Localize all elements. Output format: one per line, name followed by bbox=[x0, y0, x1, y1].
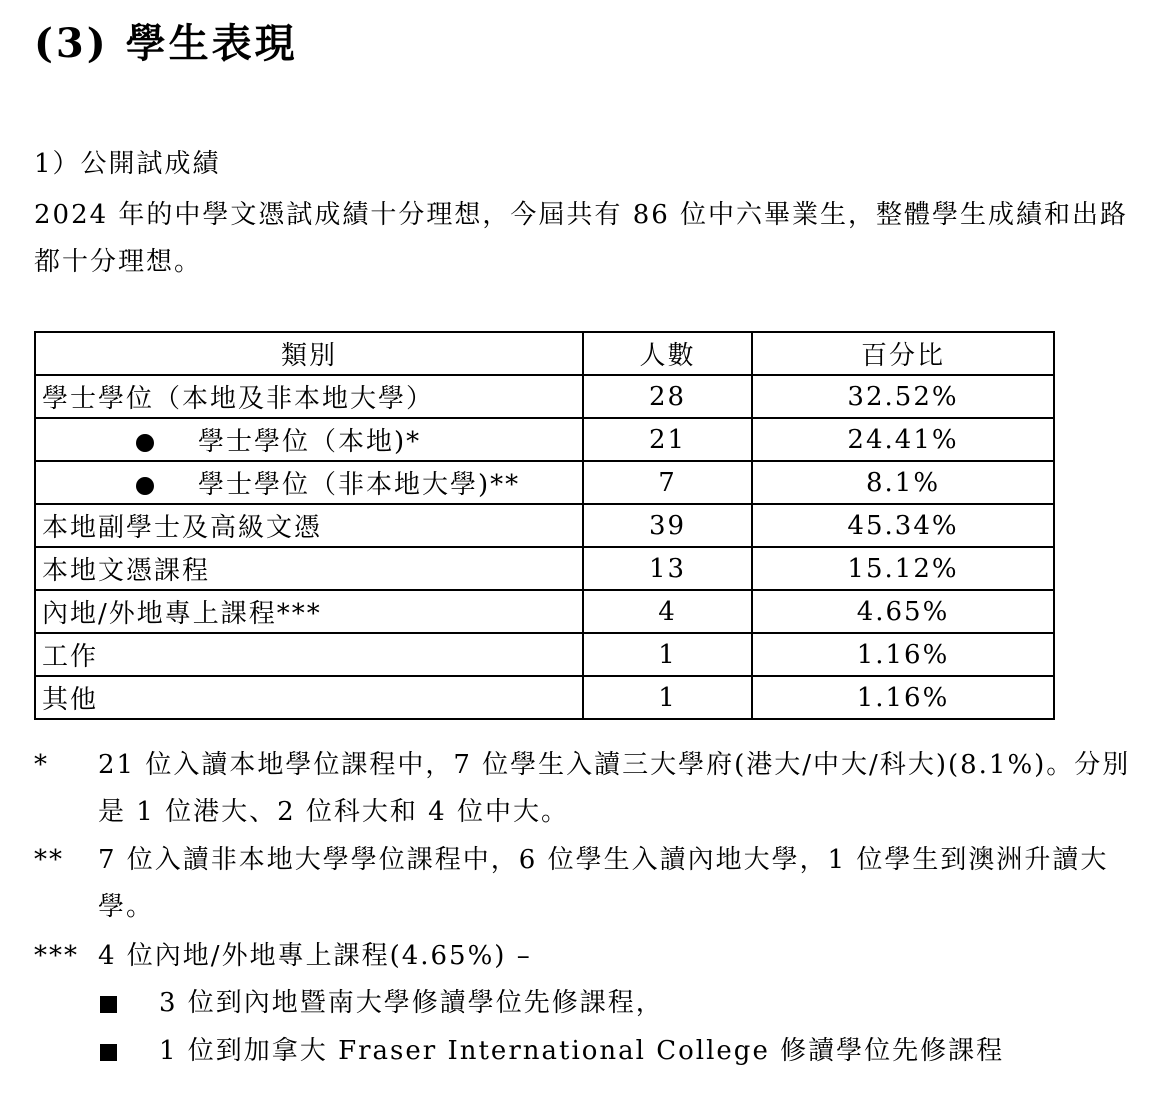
footnote-single-star bbox=[34, 742, 1144, 836]
footnote-text: 4 位內地/外地專上課程(4.65%) – bbox=[98, 941, 532, 971]
table-row bbox=[35, 461, 1054, 504]
row-count: 28 bbox=[583, 375, 752, 418]
row-category: 工作 bbox=[35, 633, 583, 676]
table-row bbox=[35, 504, 1054, 547]
section-heading: 1）公開試成績 bbox=[34, 149, 221, 179]
bullet-dot-icon bbox=[136, 477, 154, 495]
header-category: 類別 bbox=[35, 332, 583, 375]
footnote-triple-star bbox=[34, 933, 1144, 980]
row-count: 4 bbox=[583, 590, 752, 633]
row-category: 本地副學士及高級文憑 bbox=[35, 504, 583, 547]
table-header-row bbox=[35, 332, 1054, 375]
footnote-mark: * bbox=[34, 750, 49, 780]
footnote-text: 7 位入讀非本地大學學位課程中，6 位學生入讀內地大學，1 位學生到澳洲升讀大學。 bbox=[98, 845, 1109, 922]
row-count: 1 bbox=[583, 633, 752, 676]
row-count: 21 bbox=[583, 418, 752, 461]
bullet-dot-icon bbox=[136, 434, 154, 452]
list-item-text: 1 位到加拿大 Fraser International College 修讀學位先修課程 bbox=[159, 1036, 1005, 1066]
row-count: 39 bbox=[583, 504, 752, 547]
intro-paragraph: 2024 年的中學文憑試成績十分理想，今屆共有 86 位中六畢業生，整體學生成績和出路都十分理想。 bbox=[34, 200, 1129, 277]
row-category-sub bbox=[35, 418, 583, 461]
row-category: 其他 bbox=[35, 676, 583, 719]
row-count: 13 bbox=[583, 547, 752, 590]
row-category: 學士學位（本地及非本地大學） bbox=[35, 375, 583, 418]
row-count: 7 bbox=[583, 461, 752, 504]
row-percent: 32.52% bbox=[752, 375, 1054, 418]
square-bullet-icon bbox=[100, 996, 117, 1013]
row-category: 本地文憑課程 bbox=[35, 547, 583, 590]
list-item bbox=[100, 1028, 1004, 1075]
row-percent: 24.41% bbox=[752, 418, 1054, 461]
list-item bbox=[100, 980, 664, 1027]
results-table bbox=[34, 331, 1055, 720]
row-count: 1 bbox=[583, 676, 752, 719]
row-percent: 4.65% bbox=[752, 590, 1054, 633]
table-row bbox=[35, 633, 1054, 676]
footnote-double-star bbox=[34, 837, 1144, 931]
row-percent: 45.34% bbox=[752, 504, 1054, 547]
row-percent: 8.1% bbox=[752, 461, 1054, 504]
header-percent: 百分比 bbox=[752, 332, 1054, 375]
table-row bbox=[35, 375, 1054, 418]
footnote-text: 21 位入讀本地學位課程中，7 位學生入讀三大學府(港大/中大/科大)(8.1%)。分別是 1 位港大、2 位科大和 4 位中大。 bbox=[98, 750, 1131, 827]
square-bullet-icon bbox=[100, 1044, 117, 1061]
table-row bbox=[35, 590, 1054, 633]
table-row bbox=[35, 676, 1054, 719]
table-row bbox=[35, 547, 1054, 590]
row-percent: 1.16% bbox=[752, 633, 1054, 676]
row-percent: 15.12% bbox=[752, 547, 1054, 590]
footnote-mark: ** bbox=[34, 845, 64, 875]
row-category: 內地/外地專上課程*** bbox=[35, 590, 583, 633]
row-category-text: 學士學位（非本地大學)** bbox=[198, 470, 521, 500]
footnote-mark: *** bbox=[34, 941, 79, 971]
row-category-text: 學士學位（本地)* bbox=[198, 427, 422, 457]
page-title: (3) 學生表現 bbox=[34, 20, 298, 67]
table-row bbox=[35, 418, 1054, 461]
header-count: 人數 bbox=[583, 332, 752, 375]
list-item-text: 3 位到內地暨南大學修讀學位先修課程， bbox=[159, 988, 664, 1018]
row-percent: 1.16% bbox=[752, 676, 1054, 719]
row-category-sub bbox=[35, 461, 583, 504]
